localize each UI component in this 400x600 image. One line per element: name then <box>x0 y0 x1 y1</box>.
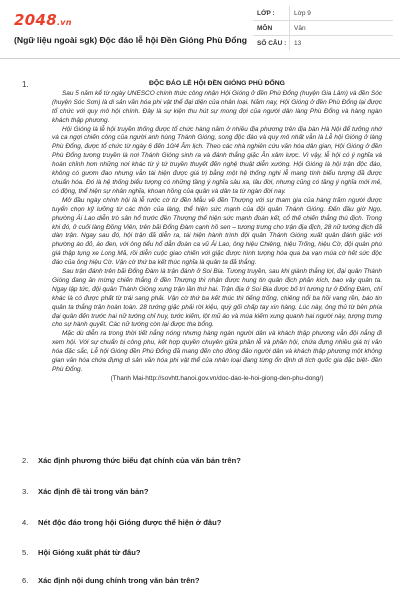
question-item <box>22 456 241 465</box>
meta-label: SỐ CÂU : <box>257 39 287 47</box>
passage-paragraph: Sau trận đánh trên bãi Đổng Đàm là trận đánh ở Soi Bia. Tương truyền, sau khi giành thắng lợi, đại quân Thánh Gióng đang ăn mừng chiến thắng ở đền Thượng thì nhận được hung tin quân địch phản kích, bao vây quân ta. Ngay lập tức, đội quân Thánh Gióng xung trận lần thứ hai. Trận địa ở Soi Bia được bố trí tương tự ở Đổng Đàm, chỉ khác là có được phất từ trái sang phải. Vận cờ thứ ba kết thúc thì tiếng trống, chiêng nổi ba hồi vang rền, báo tin quân ta thắng trận hoàn toàn. 28 tướng giặc phải rời kiệu, quỳ gối chấp tay xin hàng. Lúc này, ông thủ từ bên phía đại quân đến trước hai nữ tướng chỉ huy, tước kiếm, lột mũ áo và múa kiếm xung quanh hai người này, tượng trưng cho sự hành quyết. Các nữ tướng còn lại được tha bổng. <box>52 268 382 329</box>
meta-row-count <box>253 36 393 50</box>
question-number: 5. <box>22 548 29 557</box>
meta-label: LỚP : <box>257 9 275 17</box>
question-number: 2. <box>22 456 29 465</box>
meta-value: Lớp 9 <box>294 9 311 17</box>
meta-value: Văn <box>294 24 306 32</box>
meta-row-subject <box>253 21 393 36</box>
passage-paragraph: Mở đầu ngày chính hội là lễ rước cờ từ đền Mẫu về đền Thượng với sự tham gia của hàng trăm người được tuyển chọn kỹ lưỡng từ các thôn của làng, thể hiện sức mạnh của đội quân Thánh Gióng. Đến đầu giờ Ngọ, phường Ải Lao diễn trò sân hổ trước đền Thượng thể hiện sức mạnh đoàn kết, cổ thế chiến thắng thù địch. Trong khi đó, ở cuối làng Đồng Viên, trên bãi Đổng Đàm cạnh hồ sen – tương trưng cho trận địa địch, 28 nữ tướng địch đã dàn trận. Ngay sau đó, hội trận đã diễn ra, tái hiện hành trình đội quân Thánh Gióng xuất quân đánh giặc với phường áo đỏ, áo đen, với ông tiểu hổ dẫn đoàn ca vũ Ải Lao, ông hiệu Chiêng, hiệu Trống, hiệu Cờ, đội quân phù giá thập tụng xe Long Mã, rồi diễn cuộc giao chiến với giặc được hình tượng hóa qua ba vạn múa cờ hết sức độc đáo của ông hiệu Cờ. Vận cờ thứ ba kết thúc nghĩa là quân ta đã thắng. <box>52 196 382 267</box>
page-title: (Ngữ liệu ngoài sgk) Độc đáo lễ hội Đền Gióng Phù Đổng <box>14 35 248 45</box>
header <box>0 0 400 59</box>
question-number: 1. <box>22 80 29 89</box>
passage-source: (Thanh Mai-http://sovhtt.hanoi.gov.vn/doc-dao-le-hoi-giong-den-phu-dong/) <box>110 374 324 382</box>
question-number: 4. <box>22 518 29 527</box>
question-text: Hội Gióng xuất phát từ đâu? <box>38 548 141 557</box>
site-logo[interactable] <box>14 11 72 29</box>
question-text: Xác định đề tài trong văn bản? <box>38 487 149 496</box>
meta-table <box>253 6 393 50</box>
passage-paragraph: Mặc dù diễn ra trong thời tiết nắng nóng nhưng hàng ngàn người dân và khách thập phương vẫn đội nắng đi xem hội. Với sự chuẩn bị công phu, kết hợp quyền chuyên giữa phần lễ và phần hội, chứa đựng nhiều giá trị văn hóa đặc sắc, Lễ hội Gióng đền Phù Đổng đã mang đến cho đông đảo người dân và khách thập phương một không gian văn hóa chứa đựng di sản văn hóa phi vật thể của nhân loại đang từng ổn định di tích quốc gia đặc biệt- đền Phù Đổng. <box>52 330 382 373</box>
passage-paragraph: Hội Gióng là lễ hội truyền thống được tổ chức hàng năm ở nhiều địa phương trên địa bàn Hà Nội để tưởng nhớ và ca ngợi chiến công của người anh hùng Thánh Gióng, song độc đáo và quy mô nhất vẫn là Lễ hội Gióng ở làng Phù Đổng, được tổ chức từ ngày 6 đến 10/4 Âm lịch. Theo các nhà nghiên cứu văn hóa dân gian, Hội Gióng ở đền Phù Đổng tương truyền là nơi Thánh Gióng sinh ra và đánh thắng giặc Ân xâm lược. Vì vậy, lễ hội có ý nghĩa và hoàn chỉnh hơn những nơi khác từ ý tứ truyền thuyết đến nghệ thuật diễn xướng. Hội Gióng là hội trận độc đáo, không có gươm đao nhưng vẫn tái hiện được giá trị bằng một hệ thống nghi lễ mang tính biểu tượng đã được chuẩn hóa. Đó là hệ thống biểu tượng có những tầng ý nghĩa sâu xa, lâu đời, nhưng cũng có tầng ý nghĩa mới mẻ, có động, thể hiện sự nhân nghĩa, khoan hồng của quân và dân ta từ ngàn đời nay. <box>52 125 382 195</box>
question-item <box>22 548 141 557</box>
question-text: Nét độc đáo trong hội Gióng được thể hiện ở đâu? <box>38 518 222 527</box>
question-item <box>22 576 200 585</box>
meta-value: 13 <box>294 39 302 47</box>
question-number: 3. <box>22 487 29 496</box>
reading-passage <box>52 80 382 384</box>
question-text: Xác định nội dung chính trong văn bản trên? <box>38 576 200 585</box>
logo-main: 2048 <box>14 11 57 29</box>
passage-paragraph: Sau 5 năm kể từ ngày UNESCO chính thức công nhận Hội Gióng ở đền Phù Đổng (huyện Gia Lâm) và đền Sóc (huyện Sóc Sơn) là di sản văn hóa phi vật thể đại diện của nhân loại. Năm nay, Hội Gióng ở đền Phù Đổng lại được tổ chức với quy mô hội chính. Đây là sự kiện thu hút sự mong đợi của người dân làng Phù Đổng và hàng ngàn khách thập phương. <box>52 89 382 124</box>
logo-tld: .vn <box>56 18 72 27</box>
question-item <box>22 487 149 496</box>
question-text: Xác định phương thức biểu đạt chính của văn bản trên? <box>38 456 241 465</box>
passage-title: ĐỘC ĐÁO LỄ HỘI ĐỀN GIÓNG PHÙ ĐỔNG <box>149 80 285 87</box>
meta-row-class <box>253 6 393 21</box>
meta-label: MÔN <box>257 24 273 32</box>
question-item <box>22 518 221 527</box>
question-number: 6. <box>22 576 29 585</box>
